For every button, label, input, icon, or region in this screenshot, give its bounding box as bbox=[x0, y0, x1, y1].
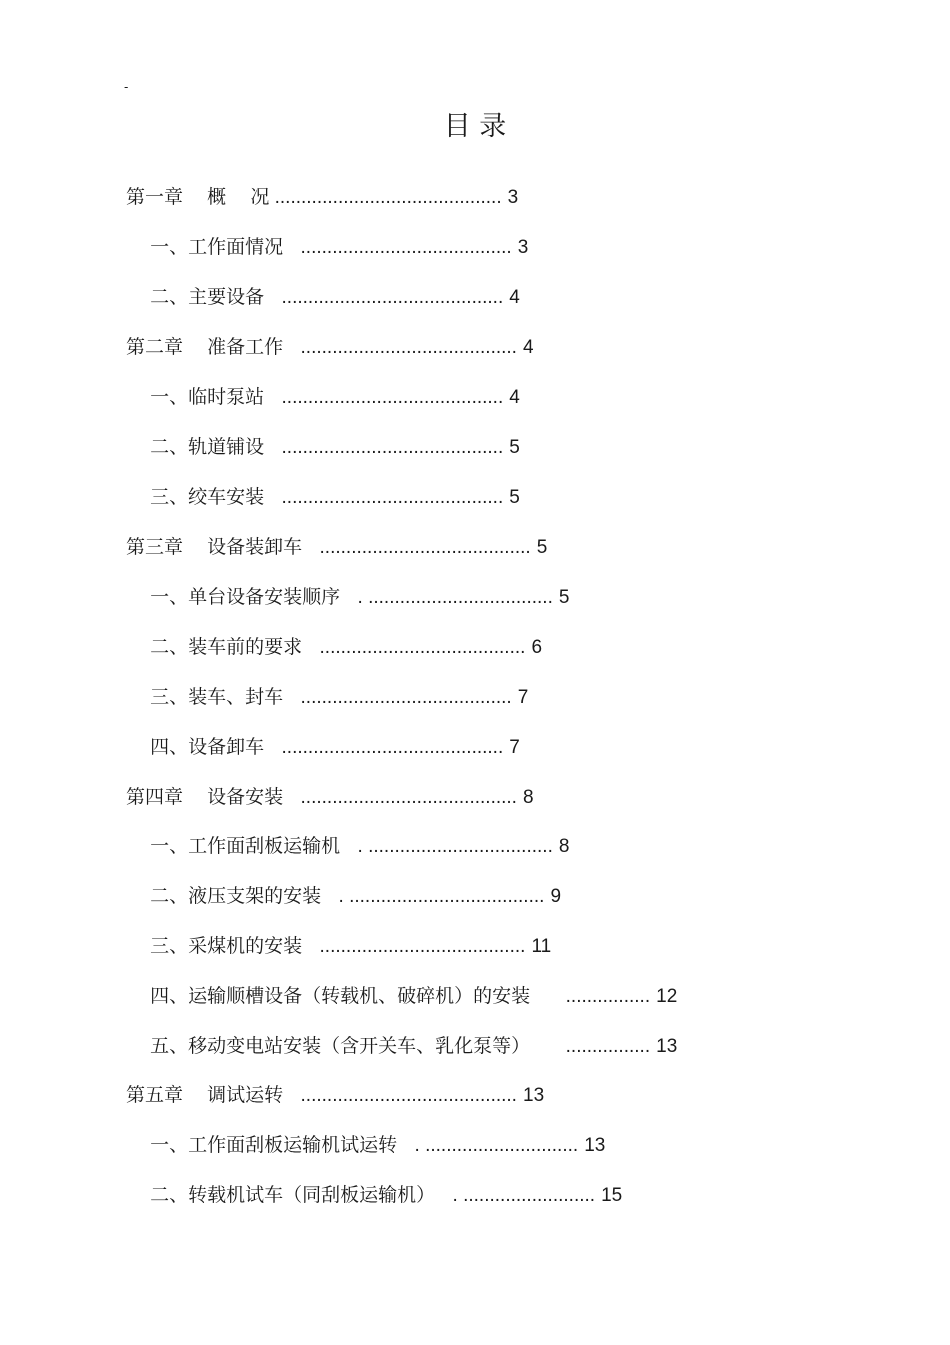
toc-leader-dots: ................ bbox=[560, 986, 651, 1007]
toc-entry-label: 二、主要设备 bbox=[126, 286, 277, 308]
toc-leader-dots: ....................................... bbox=[314, 637, 526, 658]
toc-leader-dots: ....................................... bbox=[314, 936, 526, 957]
toc-entry-label: 三、采煤机的安装 bbox=[126, 935, 315, 957]
toc-page-number: 3 bbox=[507, 187, 519, 208]
toc-entry-label: 第四章 设备安装 bbox=[126, 786, 296, 808]
toc-leader-dots: .......................................... bbox=[276, 737, 504, 758]
toc-page-number: 5 bbox=[536, 537, 548, 558]
toc-page-number: 13 bbox=[656, 1036, 678, 1057]
header-mark: - bbox=[124, 80, 129, 94]
toc-entry-label: 一、单台设备安装顺序 bbox=[126, 586, 353, 608]
toc-entry-label: 二、装车前的要求 bbox=[126, 636, 315, 658]
toc-page-number: 7 bbox=[517, 687, 529, 708]
toc-entry[interactable] bbox=[126, 383, 520, 411]
toc-entry[interactable] bbox=[126, 932, 551, 960]
toc-entry[interactable] bbox=[126, 1131, 605, 1159]
toc-entry[interactable] bbox=[126, 483, 520, 511]
toc-page-number: 12 bbox=[656, 986, 678, 1007]
toc-entry[interactable] bbox=[126, 333, 534, 361]
toc-page-number: 4 bbox=[509, 387, 520, 408]
toc-entry[interactable] bbox=[126, 583, 569, 611]
toc-page-number: 8 bbox=[558, 836, 570, 857]
toc-entry[interactable] bbox=[126, 1081, 544, 1109]
toc-page-number: 5 bbox=[509, 437, 520, 458]
toc-entry-label: 二、液压支架的安装 bbox=[126, 885, 334, 907]
toc-entry[interactable] bbox=[126, 283, 520, 311]
toc-entry-label: 二、转载机试车（同刮板运输机） bbox=[126, 1184, 448, 1206]
toc-leader-dots: .......................................... bbox=[276, 437, 504, 458]
toc-entry[interactable] bbox=[126, 433, 520, 461]
toc-leader-dots: ......................................... bbox=[295, 1085, 517, 1106]
toc-entry-label: 五、移动变电站安装（含开关车、乳化泵等） bbox=[126, 1035, 561, 1057]
toc-page-number: 5 bbox=[509, 487, 520, 508]
toc-page-number: 13 bbox=[584, 1135, 606, 1156]
toc-entry-label: 四、运输顺槽设备（转载机、破碎机）的安装 bbox=[126, 985, 561, 1007]
toc-page-number: 9 bbox=[550, 886, 562, 907]
toc-entry[interactable] bbox=[126, 882, 561, 910]
toc-leader-dots: ........................................... bbox=[269, 187, 502, 208]
toc-leader-dots: ........................................ bbox=[314, 537, 531, 558]
toc-entry[interactable] bbox=[126, 233, 528, 261]
toc-page-number: 5 bbox=[558, 587, 570, 608]
toc-entry-label: 一、临时泵站 bbox=[126, 386, 277, 408]
toc-entry-label: 第三章 设备装卸车 bbox=[126, 536, 315, 558]
toc-leader-dots: .......................................... bbox=[276, 387, 504, 408]
toc-entry[interactable] bbox=[126, 982, 677, 1010]
toc-leader-dots: ........................................ bbox=[295, 237, 512, 258]
toc-leader-dots: . ......................... bbox=[447, 1185, 596, 1206]
toc-entry[interactable] bbox=[126, 733, 520, 761]
toc-leader-dots: . ............................. bbox=[409, 1135, 579, 1156]
toc-entry-label: 四、设备卸车 bbox=[126, 736, 277, 758]
toc-page-number: 3 bbox=[517, 237, 529, 258]
toc-entry-label: 一、工作面情况 bbox=[126, 236, 296, 258]
toc-page-number: 15 bbox=[601, 1185, 623, 1206]
toc-entry-label: 二、轨道铺设 bbox=[126, 436, 277, 458]
toc-entry[interactable] bbox=[126, 533, 547, 561]
toc-leader-dots: ................ bbox=[560, 1036, 651, 1057]
toc-entry-label: 第一章 概 况 bbox=[126, 186, 270, 208]
page-title: 目 录 bbox=[443, 111, 507, 142]
toc-entry-label: 三、装车、封车 bbox=[126, 686, 296, 708]
toc-entry[interactable] bbox=[126, 832, 569, 860]
toc-leader-dots: . ................................... bbox=[352, 836, 553, 857]
toc-entry[interactable] bbox=[126, 1032, 677, 1060]
toc-entry[interactable] bbox=[126, 683, 528, 711]
toc-entry[interactable] bbox=[126, 633, 542, 661]
toc-entry-label: 第五章 调试运转 bbox=[126, 1084, 296, 1106]
toc-page-number: 7 bbox=[509, 737, 520, 758]
toc-page-number: 8 bbox=[523, 787, 534, 808]
toc-leader-dots: .......................................... bbox=[276, 287, 504, 308]
toc-leader-dots: . ..................................... bbox=[333, 886, 545, 907]
toc-leader-dots: .......................................... bbox=[276, 487, 504, 508]
toc-page-number: 13 bbox=[523, 1085, 545, 1106]
toc-entry[interactable] bbox=[126, 183, 518, 211]
toc-page-number: 11 bbox=[531, 936, 552, 957]
toc-entry-label: 第二章 准备工作 bbox=[126, 336, 296, 358]
toc-entry-label: 一、工作面刮板运输机 bbox=[126, 835, 353, 857]
toc-leader-dots: . ................................... bbox=[352, 587, 553, 608]
toc-leader-dots: ......................................... bbox=[295, 337, 517, 358]
toc-page-number: 6 bbox=[531, 637, 543, 658]
toc-leader-dots: ........................................ bbox=[295, 687, 512, 708]
toc-leader-dots: ......................................... bbox=[295, 787, 517, 808]
toc-entry-label: 一、工作面刮板运输机试运转 bbox=[126, 1134, 410, 1156]
toc-entry[interactable] bbox=[126, 1181, 622, 1209]
toc-entry[interactable] bbox=[126, 783, 534, 811]
toc-entry-label: 三、绞车安装 bbox=[126, 486, 277, 508]
toc-page-number: 4 bbox=[523, 337, 534, 358]
toc-page-number: 4 bbox=[509, 287, 520, 308]
